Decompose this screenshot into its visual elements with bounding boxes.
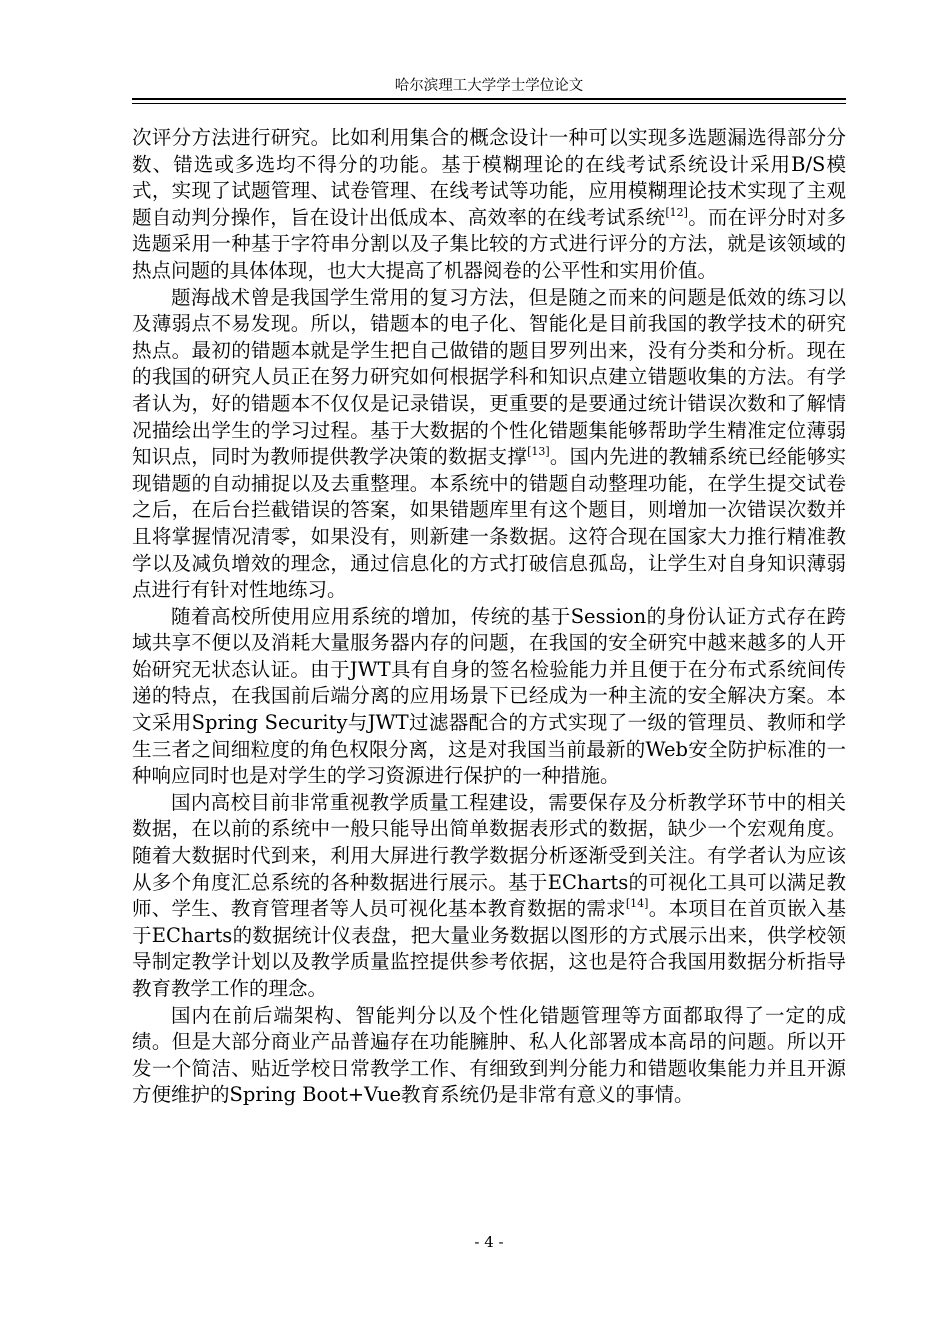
paragraph: [132, 285, 846, 604]
citation-ref: [13]: [527, 445, 550, 459]
paragraph: [132, 604, 846, 790]
running-header: 哈尔滨理工大学学士学位论文: [394, 78, 584, 94]
paragraph: [132, 125, 846, 285]
body-text: [132, 125, 846, 1109]
paragraph: [132, 790, 846, 1003]
citation-ref: [14]: [625, 897, 649, 911]
paragraph-text: 。国内先进的教辅系统已经能够实现错题的自动捕捉以及去重整理。本系统中的错题自动整理功能，在学生提交试卷之后，在后台拦截错误的答案，如果错题库里有这个题目，则增加一次错误次数并且将掌握情况清零，如果没有，则新建一条数据。这符合现在国家大力推行精准教学以及减负增效的理念，通过信息化的方式打破信息孤岛，让学生对自身知识薄弱点进行有针对性地练习。: [132, 445, 846, 602]
paragraph-text: 随着高校所使用应用系统的增加，传统的基于Session的身份认证方式存在跨域共享不便以及消耗大量服务器内存的问题，在我国的安全研究中越来越多的人开始研究无状态认证。由于JWT具有自身的签名检验能力并且便于在分布式系统间传递的特点，在我国前后端分离的应用场景下已经成为一种主流的安全解决方案。本文采用Spring Security与JWT过滤器配合的方式实现了一级的管理员、教师和学生三者之间细粒度的角色权限分离，这是对我国当前最新的Web安全防护标准的一种响应同时也是对学生的学习资源进行保护的一种措施。: [132, 604, 846, 788]
paragraph-text: 国内在前后端架构、智能判分以及个性化错题管理等方面都取得了一定的成绩。但是大部分商业产品普遍存在功能臃肿、私人化部署成本高昂的问题。所以开发一个简洁、贴近学校日常教学工作、有细致到判分能力和错题收集能力并且开源方便维护的Spring Boot+Vue教育系统仍是非常有意义的事情。: [132, 1003, 846, 1107]
paragraph-text: 。而在评分时对多选题采用一种基于字符串分割以及子集比较的方式进行评分的方法，就是该领域的热点问题的具体体现，也大大提高了机器阅卷的公平性和实用价值。: [132, 205, 846, 282]
paragraph-text: 次评分方法进行研究。比如利用集合的概念设计一种可以实现多选题漏选得部分分数、错选或多选均不得分的功能。基于模糊理论的在线考试系统设计采用B/S模式，实现了试题管理、试卷管理、在线考试等功能，应用模糊理论技术实现了主观题自动判分操作，旨在设计出低成本、高效率的在线考试系统: [132, 126, 846, 229]
page-number: - 4 -: [474, 1233, 504, 1251]
paragraph: [132, 1003, 846, 1109]
paragraph-text: 国内高校目前非常重视教学质量工程建设，需要保存及分析教学环节中的相关数据，在以前的系统中一般只能导出简单数据表形式的数据，缺少一个宏观角度。随着大数据时代到来，利用大屏进行教学数据分析逐渐受到关注。有学者认为应该从多个角度汇总系统的各种数据进行展示。基于ECharts的可视化工具可以满足教师、学生、教育管理者等人员可视化基本教育数据的需求: [132, 790, 846, 921]
paragraph-text: 。本项目在首页嵌入基于ECharts的数据统计仪表盘，把大量业务数据以图形的方式展示出来，供学校领导制定教学计划以及教学质量监控提供参考依据，这也是符合我国用数据分析指导教育教学工作的理念。: [132, 897, 846, 1000]
paragraph-text: 题海战术曾是我国学生常用的复习方法，但是随之而来的问题是低效的练习以及薄弱点不易发现。所以，错题本的电子化、智能化是目前我国的教学技术的研究热点。最初的错题本就是学生把自己做错的题目罗列出来，没有分类和分析。现在的我国的研究人员正在努力研究如何根据学科和知识点建立错题收集的方法。有学者认为，好的错题本不仅仅是记录错误，更重要的是要通过统计错误次数和了解情况描绘出学生的学习过程。基于大数据的个性化错题集能够帮助学生精准定位薄弱知识点，同时为教师提供教学决策的数据支撑: [132, 285, 846, 469]
header-rule: [132, 98, 846, 100]
citation-ref: [12]: [665, 205, 688, 219]
header-rule-secondary: [132, 103, 846, 104]
